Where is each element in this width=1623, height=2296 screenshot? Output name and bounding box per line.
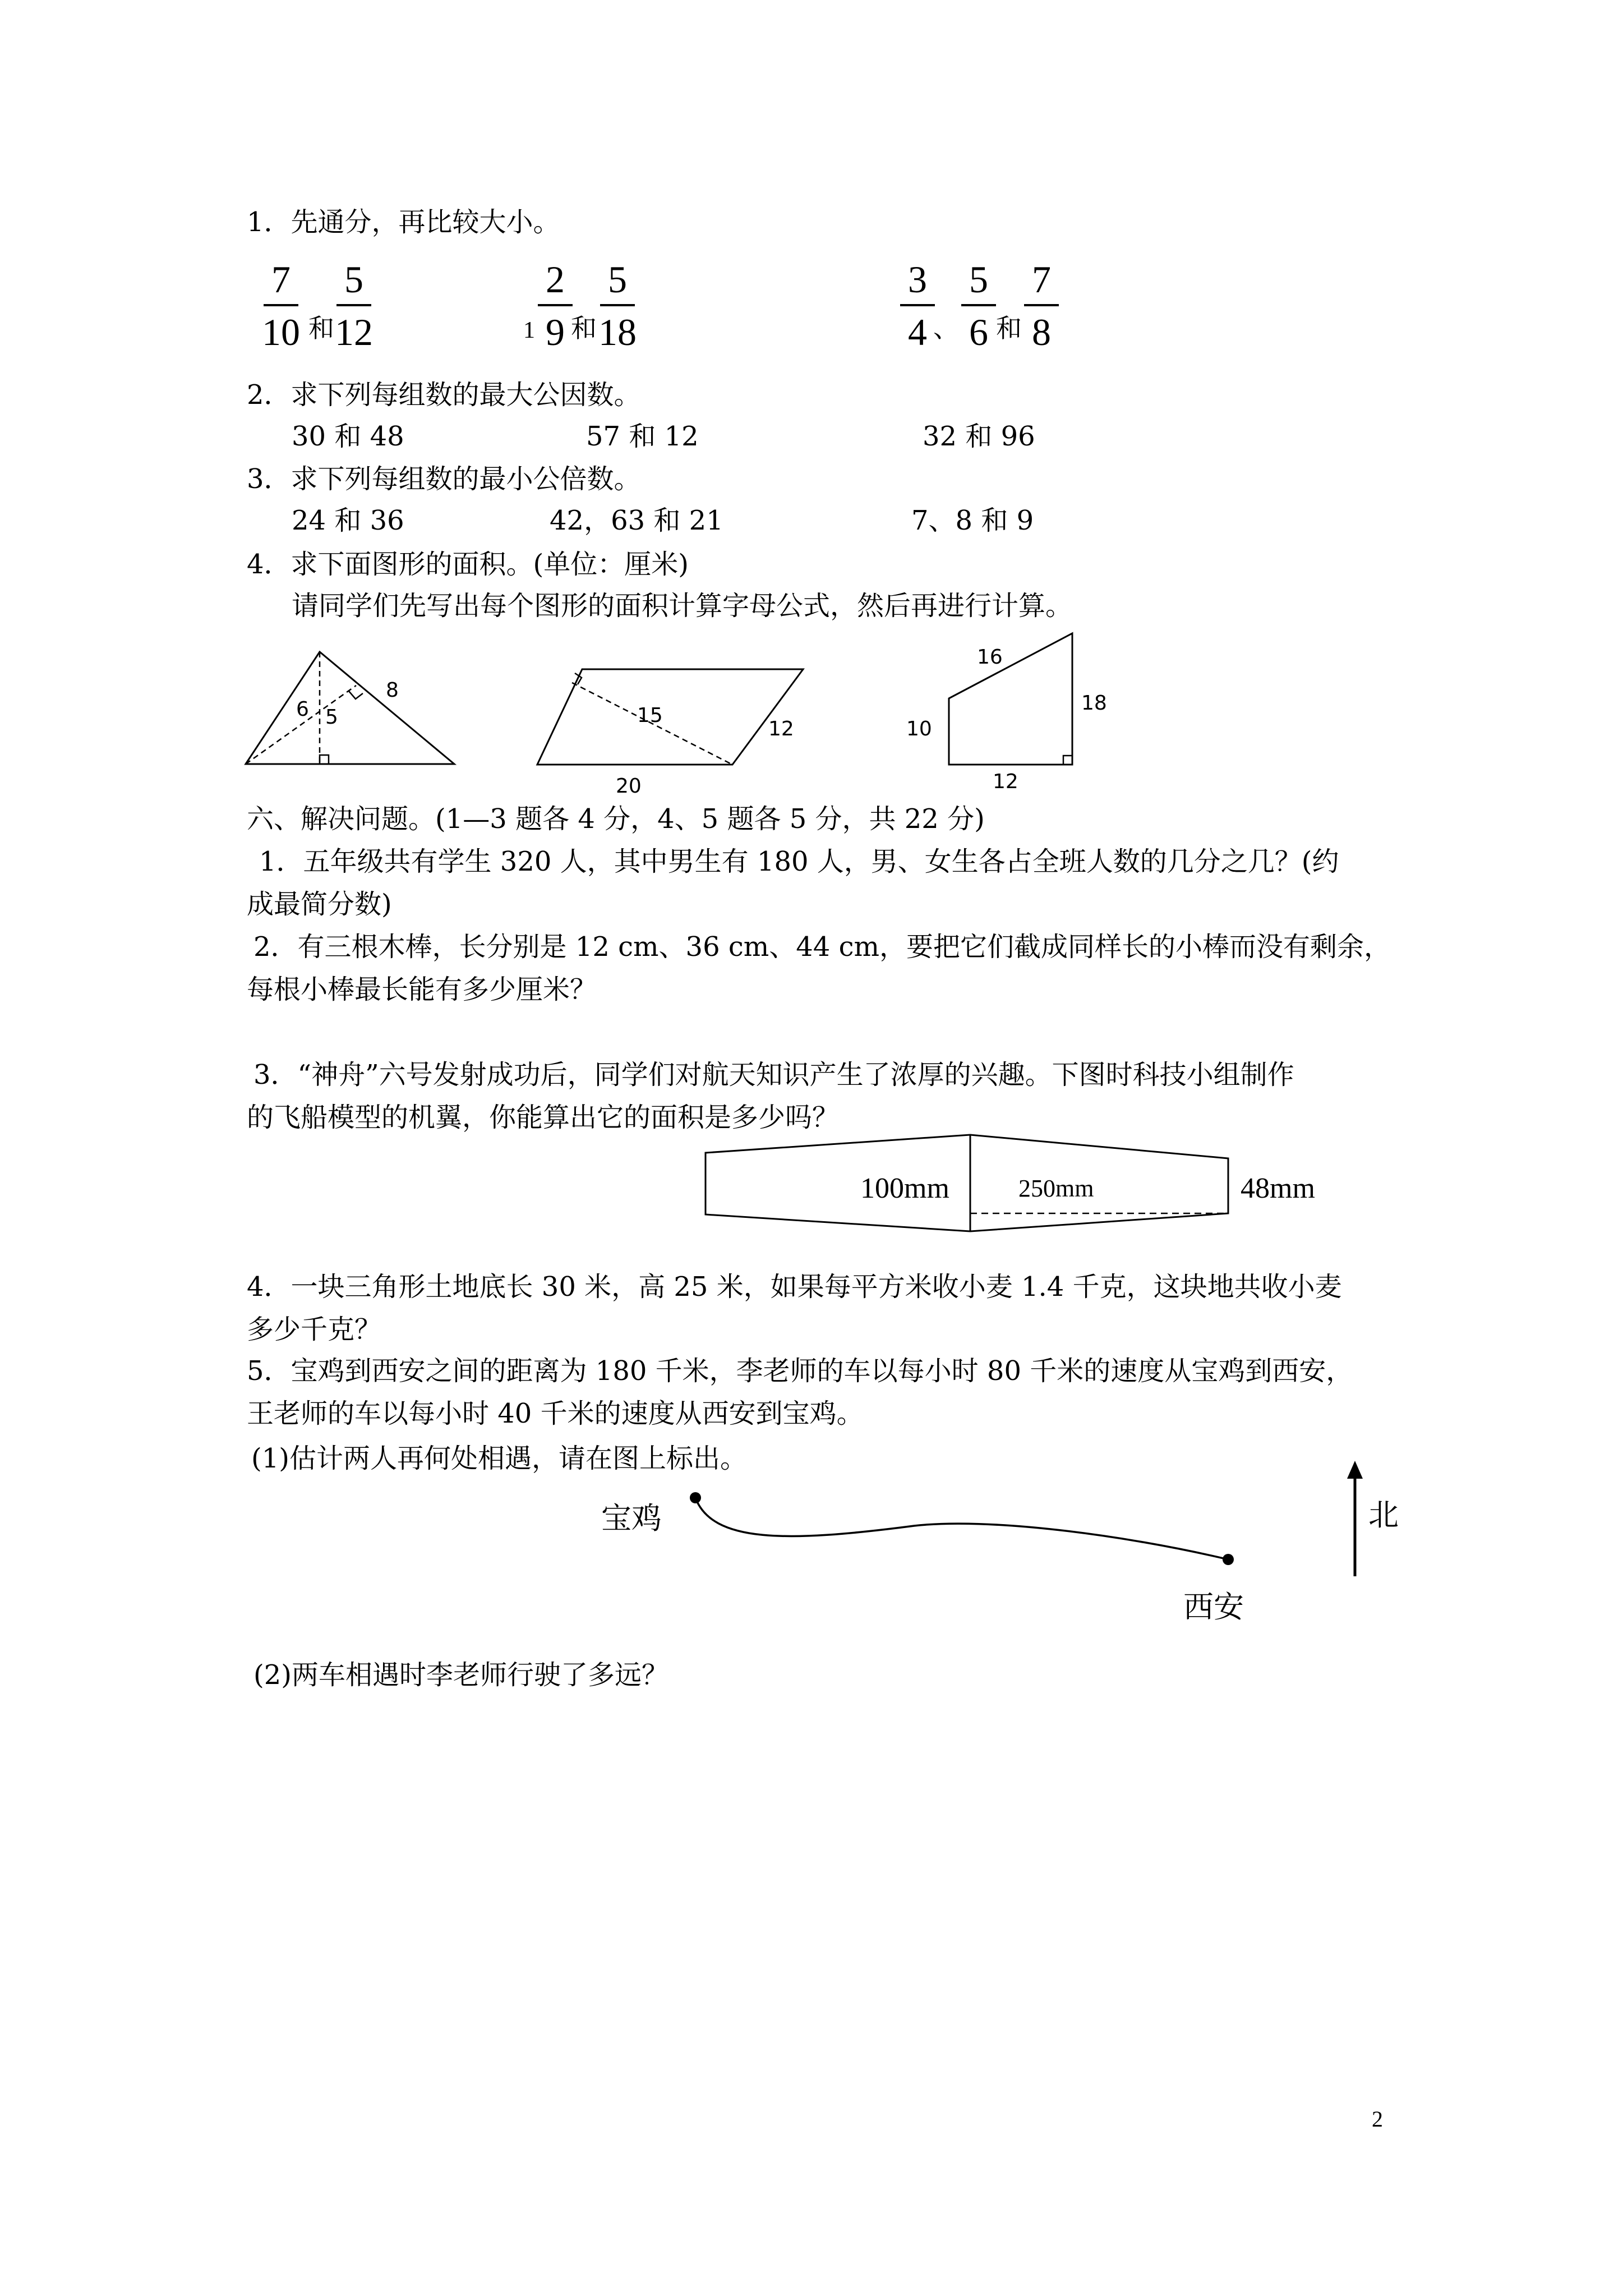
parallelogram-label-12: 12 xyxy=(768,717,794,740)
fraction-2-9: 2 9 xyxy=(536,260,575,352)
problem5-line2: 王老师的车以每小时 40 千米的速度从西安到宝鸡。 xyxy=(247,1398,864,1429)
trapezoid-label-18: 18 xyxy=(1081,692,1107,715)
q4-title: 4．求下面图形的面积。(单位：厘米) xyxy=(247,549,689,580)
section6-title: 六、解决问题。(1—3 题各 4 分，4、5 题各 5 分，共 22 分) xyxy=(247,803,985,835)
q3-item: 7、8 和 9 xyxy=(911,505,1034,536)
fraction-5-6: 5 6 xyxy=(959,260,998,352)
wing-label-250mm: 250mm xyxy=(1018,1175,1094,1202)
north-label: 北 xyxy=(1368,1497,1399,1533)
problem3-line2: 的飞船模型的机翼，你能算出它的面积是多少吗？ xyxy=(247,1102,840,1133)
q3-title: 3．求下列每组数的最小公倍数。 xyxy=(247,463,641,495)
q2-item: 30 和 48 xyxy=(292,421,404,452)
separator-dunhao: 、 xyxy=(933,313,959,343)
fraction-5-18: 5 18 xyxy=(598,258,637,353)
north-arrow-icon xyxy=(1347,1461,1363,1576)
fraction-5-12: 5 12 xyxy=(335,258,373,353)
parallelogram-label-15: 15 xyxy=(637,704,663,727)
conjunction-he: 和 xyxy=(996,313,1022,343)
problem5-sub2: (2)两车相遇时李老师行驶了多远？ xyxy=(253,1659,668,1691)
problem2-line2: 每根小棒最长能有多少厘米？ xyxy=(247,974,597,1005)
q1-title: 1．先通分，再比较大小。 xyxy=(247,206,560,238)
q2-title: 2．求下列每组数的最大公因数。 xyxy=(247,379,641,411)
conjunction-he: 和 xyxy=(571,313,597,343)
trapezoid-label-10: 10 xyxy=(906,717,932,740)
q3-item: 42，63 和 21 xyxy=(550,505,723,536)
problem1-line2: 成最简分数) xyxy=(247,889,392,920)
triangle-label-8: 8 xyxy=(386,679,399,702)
trapezoid-figure xyxy=(897,625,1122,794)
q3-item: 24 和 36 xyxy=(292,505,404,536)
trapezoid-label-12: 12 xyxy=(993,770,1018,793)
parallelogram-figure xyxy=(533,665,813,799)
conjunction-he: 和 xyxy=(308,313,334,343)
xian-point xyxy=(1223,1554,1234,1565)
wing-figure xyxy=(701,1130,1315,1243)
stray-digit: 1 xyxy=(523,318,535,343)
triangle-label-5: 5 xyxy=(325,706,338,729)
problem3-line1: 3．“神舟”六号发射成功后，同学们对航天知识产生了浓厚的兴趣。下图时科技小组制作 xyxy=(253,1059,1294,1091)
problem5-line1: 5．宝鸡到西安之间的距离为 180 千米，李老师的车以每小时 80 千米的速度从宝鸡到西安， xyxy=(247,1355,1353,1387)
triangle-label-6: 6 xyxy=(296,698,309,721)
page-number: 2 xyxy=(1372,2106,1383,2132)
city-xian-label: 西安 xyxy=(1183,1589,1244,1625)
city-baoji-label: 宝鸡 xyxy=(601,1501,662,1536)
problem5-sub1: (1)估计两人再何处相遇，请在图上标出。 xyxy=(251,1443,747,1474)
fraction-3-4: 3 4 xyxy=(898,260,937,352)
baoji-point xyxy=(690,1492,701,1503)
route-map xyxy=(673,1458,1413,1593)
q2-item: 32 和 96 xyxy=(923,421,1035,452)
trapezoid-label-16: 16 xyxy=(977,646,1003,669)
triangle-figure xyxy=(241,645,465,774)
route-line xyxy=(695,1498,1228,1559)
wing-label-48mm: 48mm xyxy=(1241,1172,1315,1204)
q2-item: 57 和 12 xyxy=(586,421,699,452)
problem1-line1: 1．五年级共有学生 320 人，其中男生有 180 人，男、女生各占全班人数的几分之几？(约 xyxy=(259,846,1339,877)
fraction-7-8: 7 8 xyxy=(1022,260,1061,352)
fraction-7-10: 7 10 xyxy=(262,258,300,353)
wing-label-100mm: 100mm xyxy=(860,1172,949,1204)
problem2-line1: 2．有三根木棒，长分别是 12 cm、36 cm、44 cm，要把它们截成同样长的小棒而没有剩余， xyxy=(253,931,1391,963)
problem4-line2: 多少千克？ xyxy=(247,1314,382,1345)
parallelogram-label-20: 20 xyxy=(616,775,642,798)
problem4-line1: 4．一块三角形土地底长 30 米，高 25 米，如果每平方米收小麦 1.4 千克，这块地共收小麦 xyxy=(247,1271,1342,1303)
q4-instruction: 请同学们先写出每个图形的面积计算字母公式，然后再进行计算。 xyxy=(292,590,1073,622)
